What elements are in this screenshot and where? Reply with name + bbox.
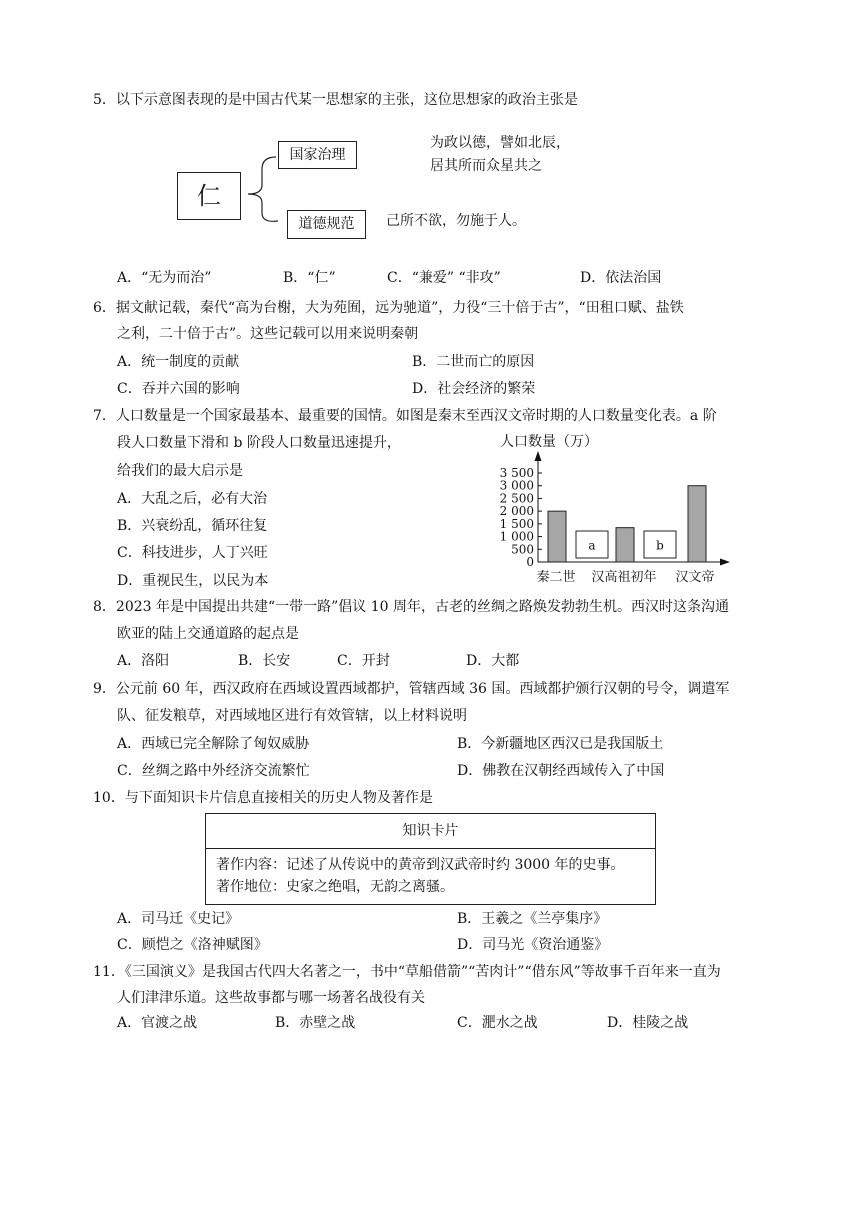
q5-quote-top-line1: 为政以德，譬如北辰， [430,135,570,151]
q8-option-a[interactable]: A．洛阳 [117,653,170,669]
chart-bar [548,511,566,562]
q11-stem-line2: 人们津津乐道。这些故事都与哪一场著名战役有关 [117,990,425,1006]
q5-option-b[interactable]: B．“仁” [283,270,336,286]
q5-quote-top-line2: 居其所而众星共之 [430,158,542,174]
q9-stem-line2: 队、征发粮草，对西域地区进行有效管辖，以上材料说明 [117,708,467,724]
q5-branch-bottom-label: 道德规范 [298,216,355,232]
q8-stem-line1: 8．2023 年是中国提出共建“一带一路”倡议 10 周年，古老的丝绸之路焕发勃勃生机。西汉时这条沟通 [93,599,730,615]
q5-center-label: 仁 [197,182,221,210]
q8-option-d[interactable]: D．大都 [466,653,520,669]
q5-center-box [177,172,241,220]
q11-option-a[interactable]: A．官渡之战 [117,1015,198,1031]
chart-ytick-label: 2 000 [499,504,534,519]
q5-quote-bottom: 己所不欲，勿施于人。 [386,213,526,229]
q9-option-d[interactable]: D．佛教在汉朝经西域传入了中国 [457,763,665,779]
knowledge-card [205,813,656,905]
chart-ylabel: 人口数量（万） [500,434,598,450]
q5-branch-top-label: 国家治理 [289,147,346,163]
chart-stage-label: b [656,538,664,553]
q5-option-c[interactable]: C．“兼爱” “非攻” [387,270,501,286]
population-chart [490,430,740,590]
q10-option-a[interactable]: A．司马迁《史记》 [117,911,240,927]
q7-option-d[interactable]: D．重视民生，以民为本 [117,573,269,589]
chart-y-axis-arrow [535,451,542,461]
q6-option-c[interactable]: C．吞并六国的影响 [117,381,240,397]
chart-stage-label: a [588,538,596,553]
knowledge-card-line1: 著作内容：记述了从传说中的黄帝到汉武帝时约 3000 年的史事。 [216,857,625,873]
q6-stem-line1: 6．据文献记载，秦代“高为台榭，大为苑囿，远为驰道”，力役“三十倍于古”，“田租口赋、盐铁 [93,300,684,316]
q11-stem-line1: 11．《三国演义》是我国古代四大名著之一，书中“草船借箭”“苦肉计”“借东风”等故事千百年来一直为 [93,964,721,980]
q10-stem: 10．与下面知识卡片信息直接相关的历史人物及著作是 [93,790,433,806]
q10-option-d[interactable]: D．司马光《资治通鉴》 [457,937,609,953]
q7-option-c[interactable]: C．科技进步，人丁兴旺 [117,545,268,561]
chart-ytick-label: 1 500 [499,516,534,531]
chart-x-axis-arrow [720,559,730,566]
chart-bar [616,528,634,562]
q11-option-b[interactable]: B．赤壁之战 [275,1015,356,1031]
q8-option-b[interactable]: B．长安 [238,653,291,669]
q8-stem-line2: 欧亚的陆上交通道路的起点是 [117,626,299,642]
q5-brace [244,155,278,225]
chart-ytick-label: 2 500 [499,491,534,506]
chart-xtick-label: 秦二世 [536,570,576,585]
q10-option-c[interactable]: C．顾恺之《洛神赋图》 [117,937,268,953]
q6-option-d[interactable]: D．社会经济的繁荣 [412,381,536,397]
q9-stem-line1: 9．公元前 60 年，西汉政府在西域设置西域都护，管辖西域 36 国。西域都护颁行汉朝的号令，调遣军 [93,681,730,697]
q6-option-b[interactable]: B．二世而亡的原因 [412,354,535,370]
q11-option-d[interactable]: D．桂陵之战 [607,1015,689,1031]
chart-ytick-label: 1 000 [499,529,534,544]
q7-stem-line1: 7．人口数量是一个国家最基本、最重要的国情。如图是秦末至西汉文帝时期的人口数量变化表。a 阶 [93,408,717,424]
knowledge-card-title: 知识卡片 [206,814,655,849]
q5-branch-top-box [278,141,357,169]
q9-option-b[interactable]: B．今新疆地区西汉已是我国版土 [457,736,664,752]
chart-xtick-label: 汉高祖初年 [591,570,657,585]
q7-option-a[interactable]: A．大乱之后，必有大治 [117,491,268,507]
q5-option-a[interactable]: A．“无为而治” [117,270,212,286]
q11-option-c[interactable]: C．淝水之战 [457,1015,538,1031]
q5-stem: 5．以下示意图表现的是中国古代某一思想家的主张，这位思想家的政治主张是 [93,92,578,108]
q7-option-b[interactable]: B．兴衰纷乱，循环往复 [117,518,268,534]
chart-xtick-label: 汉文帝 [675,570,715,585]
q8-option-c[interactable]: C．开封 [337,653,390,669]
q6-stem-line2: 之利，二十倍于古”。这些记载可以用来说明秦朝 [117,326,419,342]
q9-option-c[interactable]: C．丝绸之路中外经济交流繁忙 [117,763,310,779]
knowledge-card-line2: 著作地位：史家之绝唱，无韵之离骚。 [216,879,454,895]
q10-option-b[interactable]: B．王羲之《兰亭集序》 [457,911,608,927]
chart-bar [688,486,706,562]
q7-stem-line3: 给我们的最大启示是 [117,463,243,479]
chart-ytick-label: 3 000 [499,478,534,493]
q6-option-a[interactable]: A．统一制度的贡献 [117,354,240,370]
q7-stem-line2: 段人口数量下滑和 b 阶段人口数量迅速提升， [117,435,401,451]
q5-branch-bottom-box [287,210,366,239]
chart-ytick-label: 3 500 [499,466,534,480]
q5-option-d[interactable]: D．依法治国 [580,270,662,286]
chart-ytick-label: 0 [526,555,534,569]
chart-ytick-label: 500 [511,542,534,557]
q9-option-a[interactable]: A．西域已完全解除了匈奴威胁 [117,736,310,752]
